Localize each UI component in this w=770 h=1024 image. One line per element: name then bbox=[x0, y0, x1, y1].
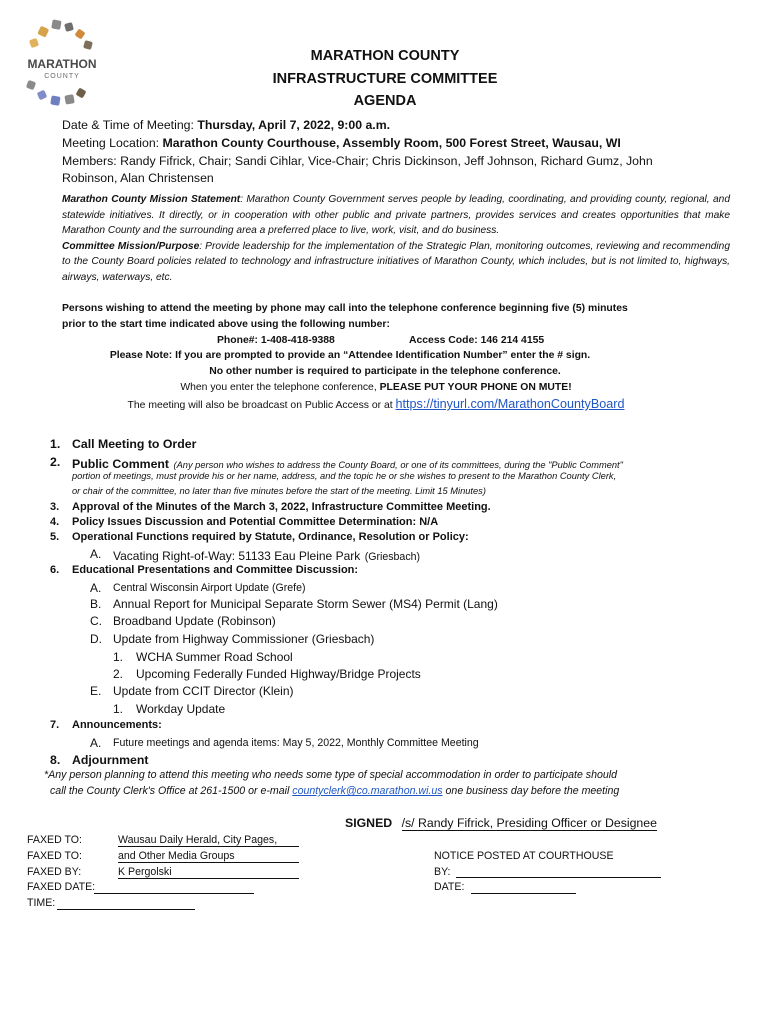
broadcast-pre: The meeting will also be broadcast on Public Access or at bbox=[127, 400, 393, 411]
title-county: MARATHON COUNTY bbox=[310, 48, 460, 64]
item-6d1-text: WCHA Summer Road School bbox=[136, 650, 293, 664]
item-7-text: Announcements: bbox=[72, 719, 162, 731]
broadcast-line bbox=[0, 397, 752, 411]
item-5-number: 5. bbox=[50, 531, 60, 543]
meeting-time bbox=[62, 118, 390, 132]
meeting-time-value: Thursday, April 7, 2022, 9:00 a.m. bbox=[197, 118, 391, 132]
accommodation-pre: call the County Clerk's Office at 261-1500 or e-mail bbox=[50, 785, 290, 797]
title-committee: INFRASTRUCTURE COMMITTEE bbox=[272, 71, 498, 87]
phone-line-1: Persons wishing to attend the meeting by phone may call into the telephone conference beginning five (5) minutes bbox=[62, 303, 628, 314]
meeting-location bbox=[62, 136, 621, 150]
item-6e1-text: Workday Update bbox=[136, 702, 226, 716]
item-2-note-1: (Any person who wishes to address the County Board, or one of its committees, during the "Public Comment" bbox=[173, 460, 623, 470]
members-line-1: Members: Randy Fifrick, Chair; Sandi Cihlar, Vice-Chair; Chris Dickinson, Jeff Johnson, Richard Gumz, John bbox=[62, 154, 653, 168]
mute-line bbox=[0, 382, 752, 393]
item-6d1-number: 1. bbox=[113, 650, 124, 664]
mission-statement bbox=[62, 192, 730, 285]
item-1-text: Call Meeting to Order bbox=[72, 437, 197, 451]
item-6b-text: Annual Report for Municipal Separate Storm Sewer (MS4) Permit (Lang) bbox=[113, 597, 498, 611]
broadcast-link[interactable]: https://tinyurl.com/MarathonCountyBoard bbox=[395, 397, 625, 411]
item-4-text: Policy Issues Discussion and Potential Committee Determination: N/A bbox=[72, 516, 439, 528]
clerk-email-link[interactable]: countyclerk@co.marathon.wi.us bbox=[292, 785, 443, 797]
item-2-note-3: or chair of the committee, no later than five minutes before the start of the meeting. Limit 15 Minutes) bbox=[72, 486, 486, 496]
phone-note-1: Please Note: If you are prompted to provide an “Attendee Identification Number” enter the # sign. bbox=[109, 350, 591, 361]
mission-label: Marathon County Mission Statement bbox=[62, 194, 241, 205]
notice-title: NOTICE POSTED AT COURTHOUSE bbox=[434, 850, 614, 862]
phone-line-2: prior to the start time indicated above using the following number: bbox=[62, 319, 390, 330]
item-6b-letter: B. bbox=[90, 597, 102, 611]
faxed-date-blank bbox=[94, 893, 254, 894]
item-5a-letter: A. bbox=[90, 547, 102, 561]
notice-by-label: BY: bbox=[434, 866, 451, 878]
faxed-to-1-value: Wausau Daily Herald, City Pages, bbox=[118, 834, 299, 847]
purpose-text: : Provide leadership for the implementation of the Strategic Plan, monitoring outcomes, reviewing and recommending to the County Board policies related to technology and infrastructure initiatives of Marathon County, which includes, but is not limited to, highways, airways, waterways, etc. bbox=[62, 240, 730, 283]
logo-word-county: COUNTY bbox=[44, 73, 80, 80]
item-5a-presenter: (Griesbach) bbox=[364, 551, 421, 563]
item-5-text: Operational Functions required by Statute, Ordinance, Resolution or Policy: bbox=[72, 531, 469, 543]
faxed-to-1-label: FAXED TO: bbox=[27, 834, 82, 846]
item-8-text: Adjournment bbox=[72, 753, 149, 767]
item-6-number: 6. bbox=[50, 564, 60, 576]
item-5a-text: Vacating Right-of-Way: 51133 Eau Pleine Park bbox=[113, 549, 361, 563]
accommodation-line-2 bbox=[50, 785, 619, 797]
logo-word-marathon: MARATHON bbox=[27, 57, 97, 71]
signed-label: SIGNED bbox=[345, 816, 393, 830]
phone-number: Phone#: 1-408-418-9388 bbox=[217, 335, 335, 346]
title-agenda: AGENDA bbox=[353, 93, 417, 109]
item-6e-text: Update from CCIT Director (Klein) bbox=[113, 684, 294, 698]
faxed-time-blank bbox=[57, 909, 195, 910]
item-6d-letter: D. bbox=[90, 632, 102, 646]
access-code: Access Code: 146 214 4155 bbox=[409, 335, 545, 346]
item-6a-letter: A. bbox=[90, 581, 102, 595]
faxed-to-2-value: and Other Media Groups bbox=[118, 850, 299, 863]
meeting-location-value: Marathon County Courthouse, Assembly Room, 500 Forest Street, Wausau, WI bbox=[162, 136, 621, 150]
item-4-number: 4. bbox=[50, 516, 60, 528]
mute-pre: When you enter the telephone conference, bbox=[180, 382, 377, 393]
item-6c-text: Broadband Update (Robinson) bbox=[113, 614, 276, 628]
item-3-number: 3. bbox=[50, 501, 60, 513]
item-8-number: 8. bbox=[50, 753, 61, 767]
item-1-number: 1. bbox=[50, 437, 61, 451]
item-6c-letter: C. bbox=[90, 614, 102, 628]
members-line-2: Robinson, Alan Christensen bbox=[62, 171, 214, 185]
faxed-time-label: TIME: bbox=[27, 897, 56, 909]
signed-value: /s/ Randy Fifrick, Presiding Officer or Designee bbox=[401, 816, 657, 830]
mute-bold: PLEASE PUT YOUR PHONE ON MUTE! bbox=[379, 382, 572, 393]
item-5a bbox=[113, 547, 420, 565]
item-3-text: Approval of the Minutes of the March 3, 2022, Infrastructure Committee Meeting. bbox=[72, 501, 491, 513]
faxed-date-label: FAXED DATE: bbox=[27, 881, 96, 893]
item-2-text: Public Comment bbox=[72, 457, 170, 471]
meeting-location-label: Meeting Location: bbox=[62, 136, 160, 150]
item-6a-text: Central Wisconsin Airport Update (Grefe) bbox=[113, 582, 306, 594]
accommodation-line-1: *Any person planning to attend this meeting who needs some type of special accommodation in order to participate should bbox=[44, 769, 617, 781]
phone-note-2: No other number is required to participate in the telephone conference. bbox=[209, 366, 561, 377]
signed-line bbox=[345, 816, 657, 831]
item-6e1-number: 1. bbox=[113, 702, 124, 716]
item-6d2-number: 2. bbox=[113, 667, 124, 681]
item-6-text: Educational Presentations and Committee Discussion: bbox=[72, 564, 359, 576]
faxed-by-label: FAXED BY: bbox=[27, 866, 82, 878]
mission-text: : Marathon County Government serves people by leading, coordinating, and providing county, regional, and statewide initiatives. It directly, or in cooperation with other public and private partners, provides services and creates opportunities that make Marathon County and the surrounding area a preferred place to live, work, visit, and do business. bbox=[62, 194, 730, 236]
item-7a-text: Future meetings and agenda items: May 5, 2022, Monthly Committee Meeting bbox=[113, 737, 479, 749]
faxed-to-2-label: FAXED TO: bbox=[27, 850, 82, 862]
notice-date-blank bbox=[471, 893, 576, 894]
item-2-note-2: portion of meetings, must provide his or her name, address, and the topic he or she wishes to present to the Marathon County Clerk, bbox=[72, 471, 617, 481]
notice-by-blank bbox=[456, 877, 661, 878]
notice-date-label: DATE: bbox=[434, 881, 465, 893]
item-7a-letter: A. bbox=[90, 736, 102, 750]
faxed-by-value: K Pergolski bbox=[118, 866, 299, 879]
item-6d-text: Update from Highway Commissioner (Griesbach) bbox=[113, 632, 375, 646]
item-6d2-text: Upcoming Federally Funded Highway/Bridge Projects bbox=[136, 667, 421, 681]
accommodation-post: one business day before the meeting bbox=[445, 785, 620, 797]
item-6e-letter: E. bbox=[90, 684, 102, 698]
purpose-label: Committee Mission/Purpose bbox=[62, 240, 200, 252]
meeting-time-label: Date & Time of Meeting: bbox=[62, 118, 194, 132]
item-2-number: 2. bbox=[50, 455, 61, 469]
item-7-number: 7. bbox=[50, 719, 60, 731]
